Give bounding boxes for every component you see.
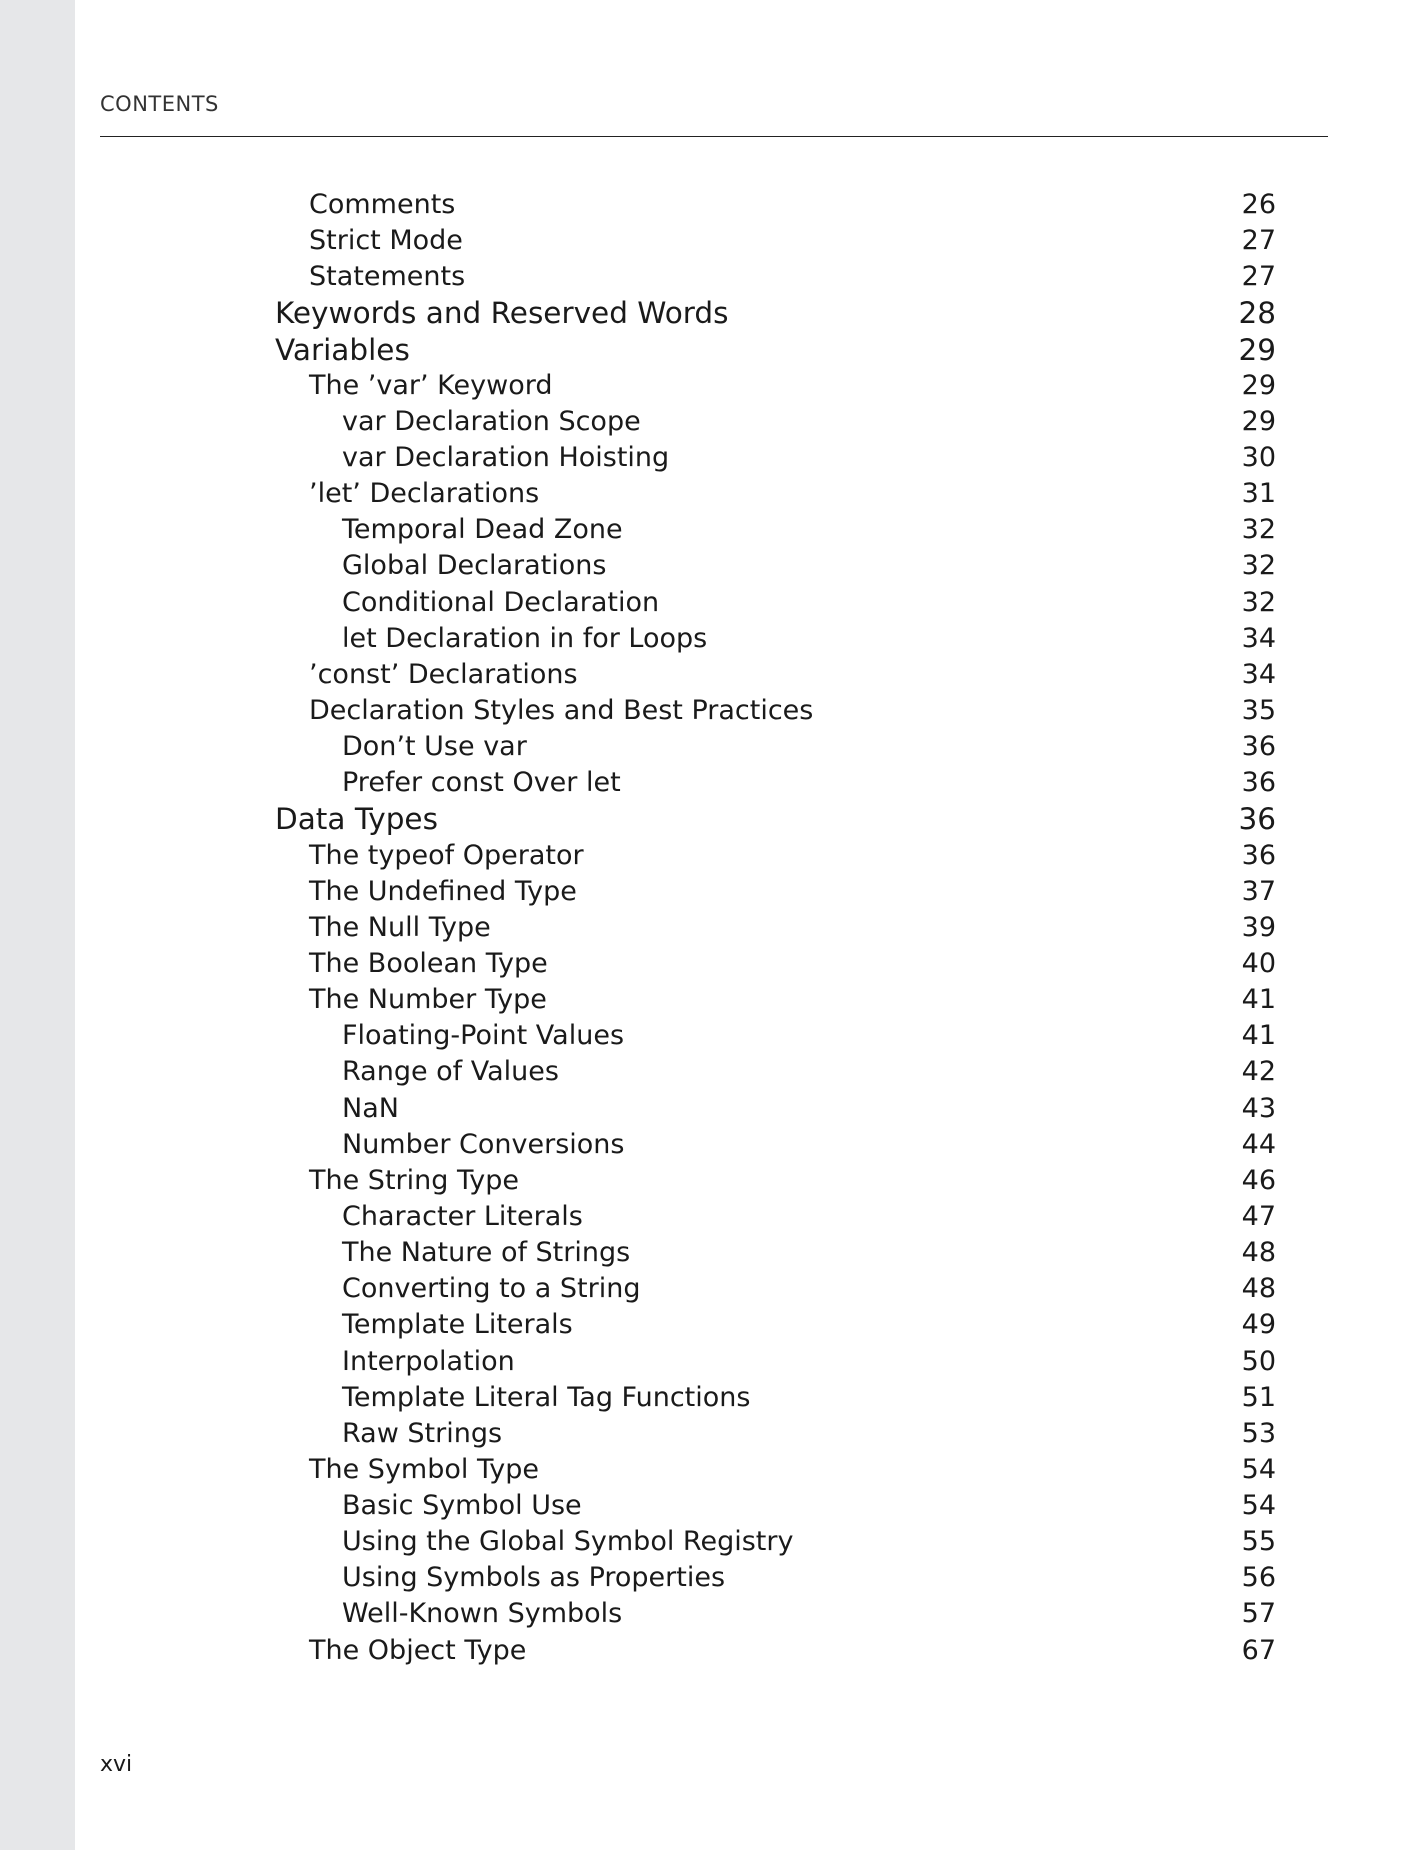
toc-entry-title: Range of Values xyxy=(342,1056,559,1088)
table-of-contents xyxy=(100,187,1276,1669)
toc-entry-page: 53 xyxy=(1241,1417,1276,1449)
toc-entry-page: 32 xyxy=(1241,550,1276,582)
toc-entry-title: The typeof Operator xyxy=(309,839,584,871)
toc-entry-title: The ’var’ Keyword xyxy=(309,369,553,401)
toc-entry xyxy=(100,548,1276,584)
toc-entry xyxy=(100,982,1276,1018)
toc-entry-page: 67 xyxy=(1241,1634,1276,1666)
toc-entry-page: 41 xyxy=(1241,1020,1276,1052)
toc-entry-title: Data Types xyxy=(275,802,438,837)
toc-entry-title: Strict Mode xyxy=(309,225,463,257)
page-gutter xyxy=(0,0,75,1850)
toc-entry xyxy=(100,657,1276,693)
toc-entry xyxy=(100,440,1276,476)
toc-entry-page: 43 xyxy=(1241,1092,1276,1124)
toc-entry xyxy=(100,1344,1276,1380)
toc-entry xyxy=(100,729,1276,765)
toc-entry-title: The Undefined Type xyxy=(309,875,577,907)
toc-entry xyxy=(100,693,1276,729)
toc-entry-page: 27 xyxy=(1241,261,1276,293)
toc-entry xyxy=(100,946,1276,982)
toc-entry-title: Global Declarations xyxy=(342,550,607,582)
toc-entry xyxy=(100,1307,1276,1343)
toc-entry-page: 57 xyxy=(1241,1598,1276,1630)
toc-entry xyxy=(100,1452,1276,1488)
toc-entry-page: 36 xyxy=(1241,839,1276,871)
toc-entry-title: Converting to a String xyxy=(342,1273,641,1305)
toc-entry-page: 39 xyxy=(1241,911,1276,943)
toc-entry xyxy=(100,1091,1276,1127)
header-rule xyxy=(100,136,1328,137)
toc-entry xyxy=(100,332,1276,368)
toc-entry-title: Template Literal Tag Functions xyxy=(342,1381,751,1413)
toc-entry-page: 36 xyxy=(1241,731,1276,763)
toc-entry-title: Floating-Point Values xyxy=(342,1020,625,1052)
toc-entry-page: 44 xyxy=(1241,1128,1276,1160)
toc-entry-page: 49 xyxy=(1241,1309,1276,1341)
toc-entry-page: 50 xyxy=(1241,1345,1276,1377)
toc-entry xyxy=(100,1416,1276,1452)
toc-entry xyxy=(100,838,1276,874)
toc-entry-page: 29 xyxy=(1238,332,1276,367)
toc-entry xyxy=(100,404,1276,440)
toc-entry-page: 32 xyxy=(1241,514,1276,546)
toc-entry-page: 37 xyxy=(1241,875,1276,907)
toc-entry-title: Temporal Dead Zone xyxy=(342,514,623,546)
toc-entry-title: Template Literals xyxy=(342,1309,573,1341)
toc-entry xyxy=(100,1054,1276,1090)
toc-entry xyxy=(100,1560,1276,1596)
toc-entry-title: Comments xyxy=(309,189,456,220)
toc-entry-title: The Symbol Type xyxy=(309,1453,539,1485)
toc-entry xyxy=(100,585,1276,621)
running-head: CONTENTS xyxy=(100,92,219,116)
toc-entry xyxy=(100,801,1276,837)
toc-entry-page: 34 xyxy=(1241,658,1276,690)
toc-entry-title: NaN xyxy=(342,1092,399,1124)
toc-entry-page: 35 xyxy=(1241,694,1276,726)
toc-entry-page: 40 xyxy=(1241,947,1276,979)
toc-entry-page: 27 xyxy=(1241,225,1276,257)
toc-entry-title: Declaration Styles and Best Practices xyxy=(309,694,814,726)
toc-entry xyxy=(100,1524,1276,1560)
toc-entry-title: Keywords and Reserved Words xyxy=(275,296,729,331)
toc-entry xyxy=(100,259,1276,295)
toc-entry-title: The Null Type xyxy=(309,911,491,943)
toc-entry xyxy=(100,874,1276,910)
toc-entry-page: 34 xyxy=(1241,622,1276,654)
toc-entry xyxy=(100,765,1276,801)
toc-entry-title: Don’t Use var xyxy=(342,731,527,763)
toc-entry-title: var Declaration Hoisting xyxy=(342,441,670,473)
toc-entry-page: 42 xyxy=(1241,1056,1276,1088)
toc-entry-page: 30 xyxy=(1241,441,1276,473)
toc-entry-title: Conditional Declaration xyxy=(342,586,660,618)
toc-entry-page: 31 xyxy=(1241,478,1276,510)
toc-entry xyxy=(100,223,1276,259)
toc-entry-title: Well-Known Symbols xyxy=(342,1598,623,1630)
toc-entry xyxy=(100,1127,1276,1163)
toc-entry-page: 51 xyxy=(1241,1381,1276,1413)
toc-entry xyxy=(100,476,1276,512)
toc-entry-page: 36 xyxy=(1238,802,1276,837)
toc-entry-page: 41 xyxy=(1241,984,1276,1016)
toc-entry-title: The Number Type xyxy=(309,984,547,1016)
toc-entry-title: Raw Strings xyxy=(342,1417,503,1449)
toc-entry xyxy=(100,295,1276,331)
toc-entry-title: Using the Global Symbol Registry xyxy=(342,1526,794,1558)
toc-entry xyxy=(100,621,1276,657)
toc-entry-page: 48 xyxy=(1241,1237,1276,1269)
toc-entry-title: Basic Symbol Use xyxy=(342,1490,582,1522)
toc-entry-page: 46 xyxy=(1241,1164,1276,1196)
toc-entry-title: ’let’ Declarations xyxy=(309,478,540,510)
toc-entry-title: The Object Type xyxy=(309,1634,527,1666)
toc-entry xyxy=(100,1018,1276,1054)
toc-entry-page: 54 xyxy=(1241,1490,1276,1522)
toc-entry xyxy=(100,187,1276,223)
toc-entry-title: var Declaration Scope xyxy=(342,405,641,437)
toc-entry-page: 56 xyxy=(1241,1562,1276,1594)
toc-entry-title: Statements xyxy=(309,261,466,293)
toc-entry xyxy=(100,910,1276,946)
toc-entry-page: 26 xyxy=(1241,189,1276,220)
toc-entry-page: 32 xyxy=(1241,586,1276,618)
toc-entry-title: The Nature of Strings xyxy=(342,1237,631,1269)
toc-entry xyxy=(100,512,1276,548)
toc-entry xyxy=(100,1271,1276,1307)
toc-entry-title: let Declaration in for Loops xyxy=(342,622,708,654)
toc-entry xyxy=(100,1380,1276,1416)
toc-entry-page: 47 xyxy=(1241,1200,1276,1232)
toc-entry-page: 29 xyxy=(1241,405,1276,437)
toc-entry-title: The Boolean Type xyxy=(309,947,548,979)
toc-entry-title: ’const’ Declarations xyxy=(309,658,578,690)
toc-entry xyxy=(100,1235,1276,1271)
toc-entry-title: Interpolation xyxy=(342,1345,515,1377)
toc-entry-title: The String Type xyxy=(309,1164,519,1196)
toc-entry-title: Prefer const Over let xyxy=(342,767,621,799)
toc-entry-title: Character Literals xyxy=(342,1200,583,1232)
toc-entry-page: 36 xyxy=(1241,767,1276,799)
page-number: xvi xyxy=(100,1752,133,1777)
toc-entry-title: Variables xyxy=(275,332,410,367)
toc-entry xyxy=(100,1199,1276,1235)
toc-entry-title: Number Conversions xyxy=(342,1128,625,1160)
toc-entry xyxy=(100,1163,1276,1199)
toc-entry-page: 29 xyxy=(1241,369,1276,401)
toc-entry-page: 55 xyxy=(1241,1526,1276,1558)
toc-entry-page: 48 xyxy=(1241,1273,1276,1305)
toc-entry-page: 54 xyxy=(1241,1453,1276,1485)
toc-entry xyxy=(100,368,1276,404)
toc-entry xyxy=(100,1596,1276,1632)
toc-entry xyxy=(100,1488,1276,1524)
toc-entry-page: 28 xyxy=(1238,296,1276,331)
toc-entry xyxy=(100,1633,1276,1669)
toc-entry-title: Using Symbols as Properties xyxy=(342,1562,726,1594)
